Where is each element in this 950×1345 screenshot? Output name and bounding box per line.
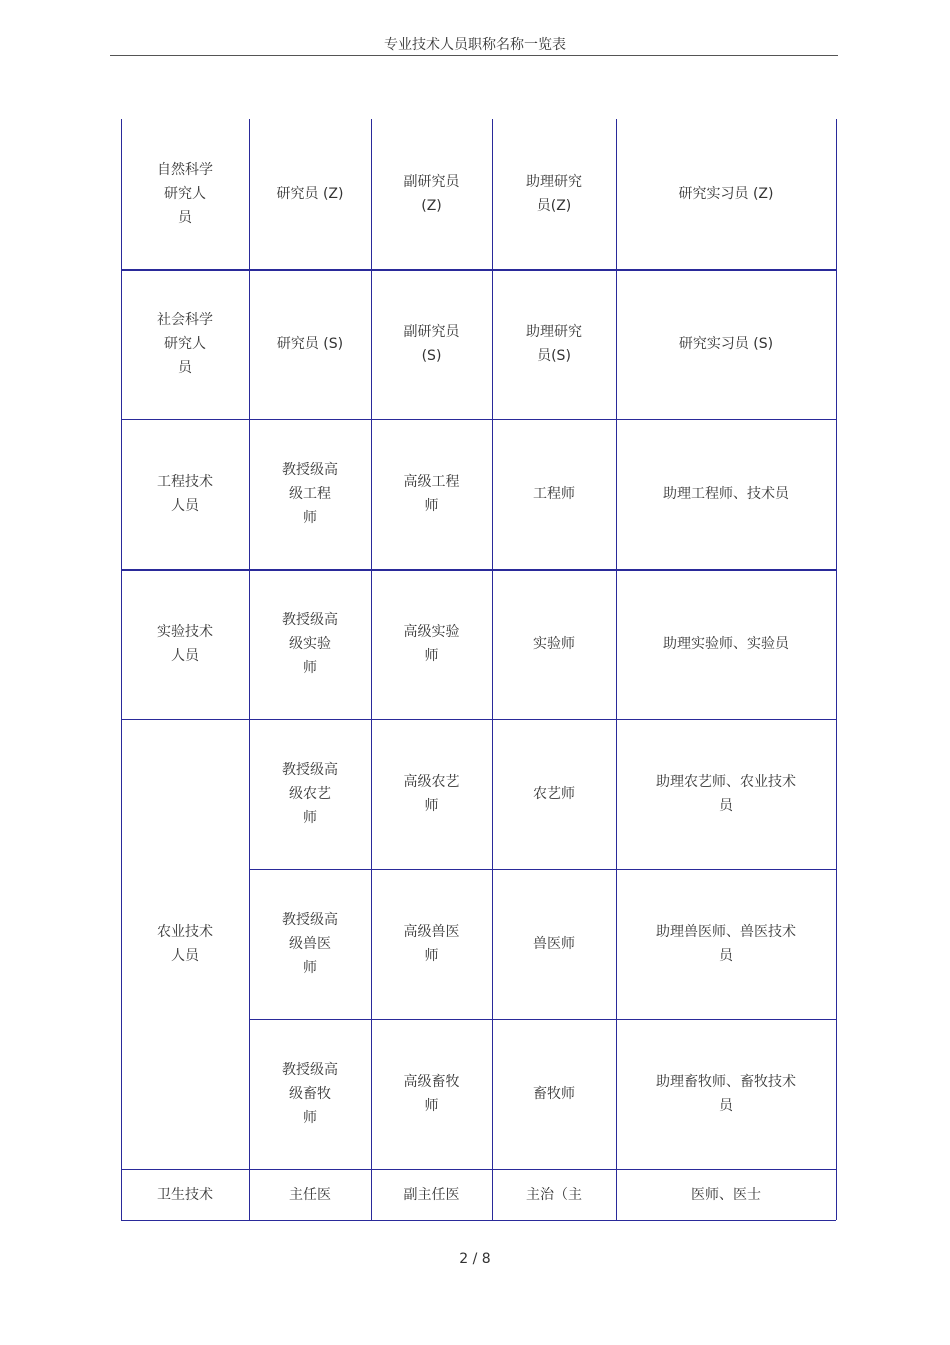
junior-title-cell <box>616 419 836 569</box>
senior-title-cell <box>249 119 371 269</box>
junior-title-cell <box>616 1169 836 1220</box>
intermediate-title-cell <box>492 869 616 1019</box>
cell-text-line: 研究实习员 (Z) <box>678 186 774 202</box>
cell-text-line: 级兽医 <box>289 936 331 952</box>
intermediate-title-cell <box>492 569 616 719</box>
cell-text-line: 研究员 (Z) <box>276 186 344 202</box>
cell-text-line: 教授级高 <box>282 912 338 928</box>
cell-text-line: 高级农艺 <box>403 774 460 790</box>
cell-text-line: 畜牧师 <box>533 1086 575 1102</box>
intermediate-title-cell <box>492 719 616 869</box>
junior-title-cell <box>616 719 836 869</box>
junior-title-cell <box>616 119 836 269</box>
intermediate-title-cell <box>492 1019 616 1169</box>
cell-text-line: 高级畜牧 <box>403 1074 460 1090</box>
page-header-title: 专业技术人员职称名称一览表 <box>384 37 566 53</box>
cell-text-line: 助理实验师、实验员 <box>663 636 789 652</box>
associate-title-cell <box>371 1169 492 1220</box>
cell-text-line: 员 <box>719 1098 733 1114</box>
cell-text-line: 自然科学 <box>157 162 213 178</box>
cell-text-line: 教授级高 <box>282 1062 338 1078</box>
cell-text-line: 人员 <box>171 948 199 964</box>
cell-text-line: 员 <box>719 948 733 964</box>
senior-title-cell <box>249 1169 371 1220</box>
cell-text-line: 助理畜牧师、畜牧技术 <box>656 1074 796 1090</box>
category-cell <box>121 1169 249 1220</box>
cell-text-line: (Z) <box>421 198 442 214</box>
cell-text-line: 级畜牧 <box>289 1086 331 1102</box>
cell-text-line: 员 <box>178 360 192 376</box>
cell-text-line: 人员 <box>171 498 199 514</box>
cell-text-line: 师 <box>303 660 317 676</box>
intermediate-title-cell <box>492 269 616 419</box>
cell-text-line: 副研究员 <box>403 324 460 340</box>
cell-text-line: 实验技术 <box>157 624 213 640</box>
senior-title-cell <box>249 569 371 719</box>
cell-text-line: 研究实习员 (S) <box>678 336 774 352</box>
cell-text-line: 主任医 <box>289 1186 331 1203</box>
junior-title-cell <box>616 869 836 1019</box>
cell-text-line: 级实验 <box>289 636 331 652</box>
cell-text-line: 师 <box>303 960 317 976</box>
associate-title-cell <box>371 1019 492 1169</box>
associate-title-cell <box>371 419 492 569</box>
cell-text-line: 农艺师 <box>533 786 575 802</box>
cell-text-line: 助理研究 <box>526 324 582 340</box>
associate-title-cell <box>371 119 492 269</box>
table-row-line <box>121 1220 836 1221</box>
junior-title-cell <box>616 569 836 719</box>
cell-text-line: 师 <box>424 1098 439 1114</box>
cell-text-line: 农业技术 <box>157 924 213 940</box>
cell-text-line: 助理工程师、技术员 <box>663 486 789 502</box>
cell-text-line: 师 <box>424 648 439 664</box>
category-cell <box>121 719 249 1169</box>
cell-text-line: 员 <box>178 210 192 226</box>
cell-text-line: 研究员 (S) <box>276 336 344 352</box>
senior-title-cell <box>249 269 371 419</box>
cell-text-line: 助理农艺师、农业技术 <box>656 774 796 790</box>
cell-text-line: 助理兽医师、兽医技术 <box>656 924 796 940</box>
cell-text-line: 级农艺 <box>289 786 331 802</box>
cell-text-line: 工程师 <box>533 486 575 502</box>
cell-text-line: 实验师 <box>533 636 575 652</box>
senior-title-cell <box>249 719 371 869</box>
cell-text-line: 师 <box>424 498 439 514</box>
cell-text-line: 师 <box>303 810 317 826</box>
cell-text-line: 人员 <box>171 648 199 664</box>
header-divider <box>110 55 838 56</box>
cell-text-line: 师 <box>424 798 439 814</box>
cell-text-line: 员(S) <box>537 348 571 364</box>
cell-text-line: 卫生技术 <box>157 1186 213 1203</box>
cell-text-line: 师 <box>303 510 317 526</box>
senior-title-cell <box>249 419 371 569</box>
senior-title-cell <box>249 869 371 1019</box>
associate-title-cell <box>371 719 492 869</box>
category-cell <box>121 269 249 419</box>
cell-text-line: 教授级高 <box>282 762 338 778</box>
intermediate-title-cell <box>492 419 616 569</box>
cell-text-line: 教授级高 <box>282 612 338 628</box>
cell-text-line: 高级兽医 <box>403 924 460 940</box>
associate-title-cell <box>371 269 492 419</box>
junior-title-cell <box>616 1019 836 1169</box>
intermediate-title-cell <box>492 119 616 269</box>
cell-text-line: 高级实验 <box>403 624 460 640</box>
cell-text-line: 副研究员 <box>403 174 460 190</box>
cell-text-line: 社会科学 <box>157 312 213 328</box>
cell-text-line: 工程技术 <box>157 474 213 490</box>
page-number: 2 / 8 <box>459 1251 491 1267</box>
cell-text-line: 主治（主 <box>526 1186 582 1203</box>
cell-text-line: 师 <box>424 948 439 964</box>
cell-text-line: (S) <box>421 348 442 364</box>
cell-text-line: 研究人 <box>164 336 206 352</box>
category-cell <box>121 119 249 269</box>
associate-title-cell <box>371 569 492 719</box>
cell-text-line: 高级工程 <box>403 474 460 490</box>
cell-text-line: 副主任医 <box>403 1186 460 1203</box>
cell-text-line: 医师、医士 <box>691 1186 761 1203</box>
junior-title-cell <box>616 269 836 419</box>
category-cell <box>121 569 249 719</box>
intermediate-title-cell <box>492 1169 616 1220</box>
associate-title-cell <box>371 869 492 1019</box>
cell-text-line: 员 <box>719 798 733 814</box>
cell-text-line: 级工程 <box>289 486 331 502</box>
cell-text-line: 教授级高 <box>282 462 338 478</box>
cell-text-line: 员(Z) <box>536 198 572 214</box>
senior-title-cell <box>249 1019 371 1169</box>
table-column-line <box>836 119 837 1220</box>
cell-text-line: 师 <box>303 1110 317 1126</box>
cell-text-line: 兽医师 <box>533 936 575 952</box>
cell-text-line: 助理研究 <box>526 174 582 190</box>
category-cell <box>121 419 249 569</box>
cell-text-line: 研究人 <box>164 186 206 202</box>
